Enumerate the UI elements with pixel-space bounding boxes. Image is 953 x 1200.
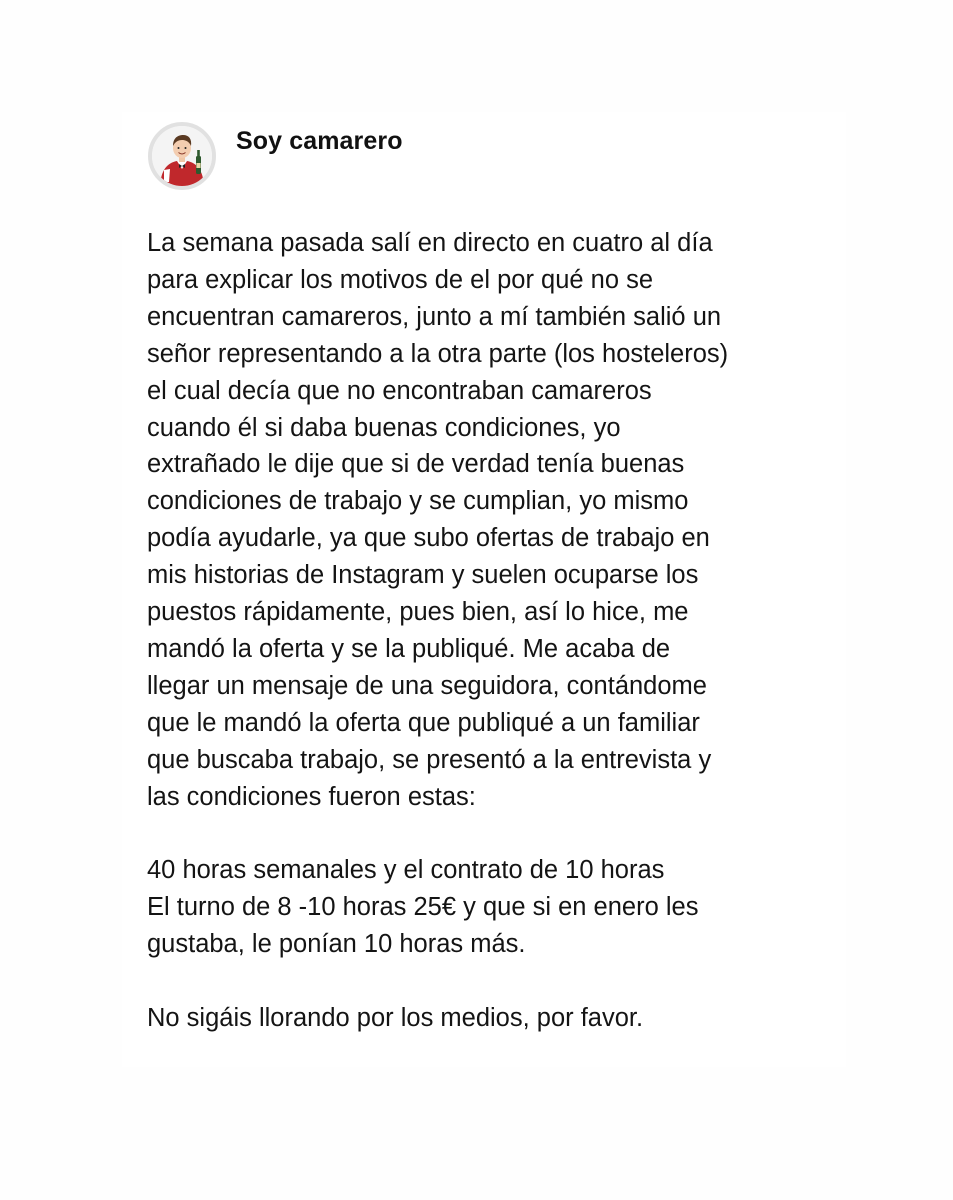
post-body: [147, 225, 837, 1037]
post-paragraph: No sigáis llorando por los medios, por favor.: [147, 1004, 644, 1032]
post-paragraph: 40 horas semanales y el contrato de 10 horas El turno de 8 -10 horas 25€ y que si en enero les gustaba, le ponían 10 horas más.: [147, 856, 699, 959]
author-name[interactable]: Soy camarero: [236, 127, 403, 155]
post-header: [148, 122, 403, 190]
waiter-avatar-icon: [152, 126, 212, 186]
post-paragraph: La semana pasada salí en directo en cuatro al día para explicar los motivos de el por qué no se encuentran camareros, junto a mí también salió un señor representando a la otra parte (los hosteleros) el cual decía que no encontraban camareros cuando él si daba buenas condiciones, yo extrañado le dije que si de verdad tenía buenas condiciones de trabajo y se cumplian, yo mismo podía ayudarle, ya que subo ofertas de trabajo en mis historias de Instagram y suelen ocuparse los puestos rápidamente, pues bien, así lo hice, me mandó la oferta y se la publiqué. Me acaba de llegar un mensaje de una seguidora, contándome que le mandó la oferta que publiqué a un familiar que buscaba trabajo, se presentó a la entrevista y las condiciones fueron estas:: [147, 229, 729, 811]
avatar[interactable]: [148, 122, 216, 190]
post-card: [122, 112, 846, 1067]
